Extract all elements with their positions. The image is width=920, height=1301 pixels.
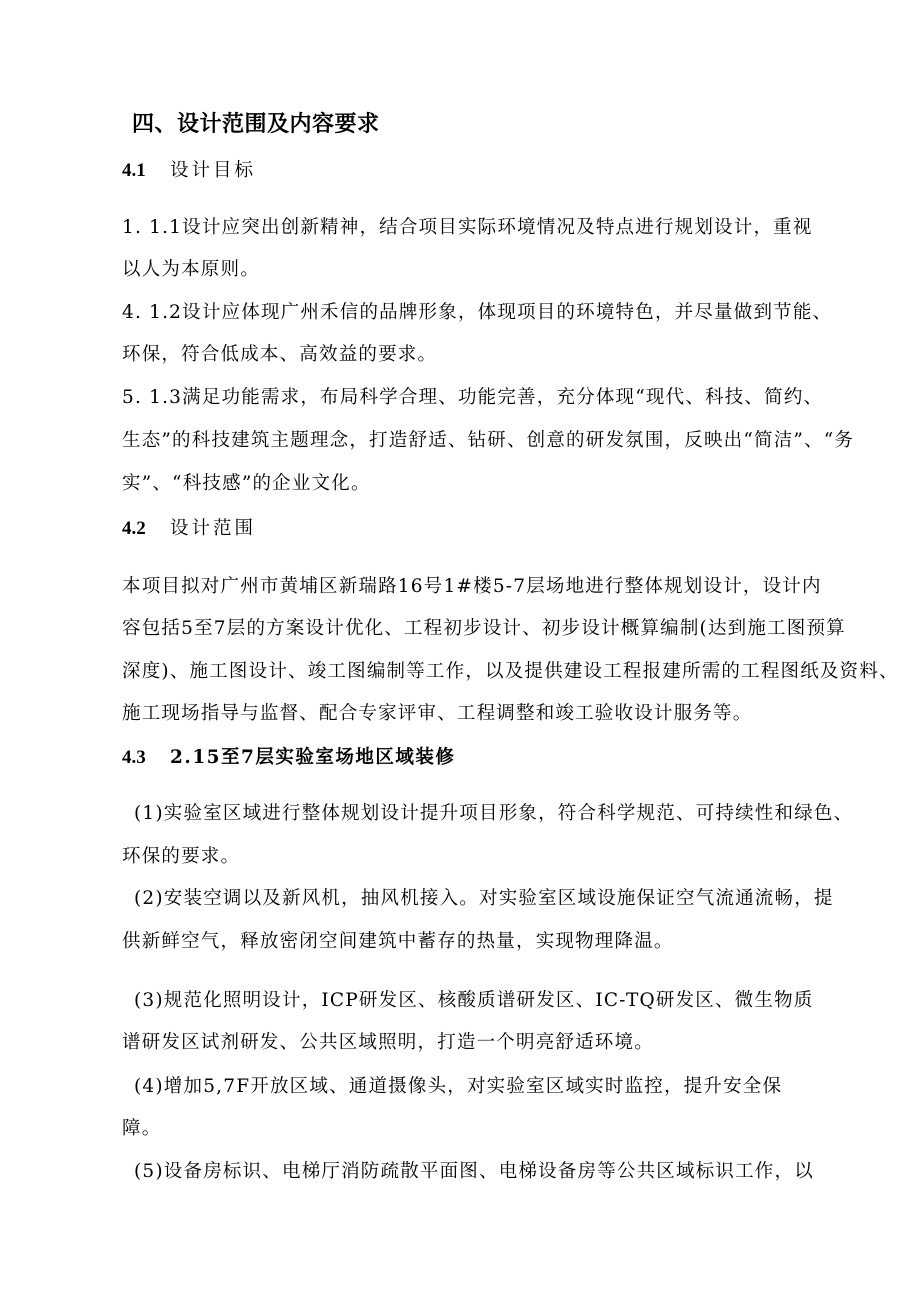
section-number: 4.3 <box>122 747 146 768</box>
paragraph-line: (5)设备房标识、电梯厅消防疏散平面图、电梯设备房等公共区域标识工作，以 <box>134 1161 814 1182</box>
section-heading-4-1 <box>122 158 256 184</box>
paragraph-line: (1)实验室区域进行整体规划设计提升项目形象，符合科学规范、可持续性和绿色、 <box>134 803 854 824</box>
paragraph-line: 环保，符合低成本、高效益的要求。 <box>122 344 438 365</box>
section-title: 设计范围 <box>170 518 257 539</box>
paragraph-line: 本项目拟对广州市黄埔区新瑞路16号1#楼5-7层场地进行整体规划设计，设计内 <box>122 576 822 597</box>
paragraph-line: (3)规范化照明设计，ICP研发区、核酸质谱研发区、IC-TQ研发区、微生物质 <box>134 990 814 1011</box>
paragraph-line: 深度)、施工图设计、竣工图编制等工作，以及提供建设工程报建所需的工程图纸及资料、 <box>122 661 899 682</box>
paragraph-line: 施工现场指导与监督、配合专家评审、工程调整和竣工验收设计服务等。 <box>122 703 753 724</box>
paragraph-line: 生态”的科技建筑主题理念，打造舒适、钻研、创意的研发氛围，反映出“简洁”、“务 <box>122 430 855 451</box>
paragraph-line: 实”、“科技感”的企业文化。 <box>122 473 371 494</box>
paragraph-line: 障。 <box>122 1118 162 1139</box>
section-heading-4-2 <box>122 516 256 542</box>
paragraph-line: 容包括5至7层的方案设计优化、工程初步设计、初步设计概算编制(达到施工图预算 <box>122 618 846 639</box>
paragraph-line: (4)增加5,7F开放区域、通道摄像头，对实验室区域实时监控，提升安全保 <box>134 1076 783 1097</box>
chapter-title: 四、设计范围及内容要求 <box>132 112 380 137</box>
section-number: 4.2 <box>122 518 146 539</box>
paragraph-line: 以人为本原则。 <box>122 259 260 280</box>
section-heading-4-3 <box>122 745 455 771</box>
section-title: 设计目标 <box>170 160 257 181</box>
paragraph-line: 环保的要求。 <box>122 846 241 867</box>
paragraph-line: 4. 1.2设计应体现广州禾信的品牌形象，体现项目的环境特色，并尽量做到节能、 <box>122 302 833 323</box>
section-number: 4.1 <box>122 160 146 181</box>
section-title: 2.15至7层实验室场地区域装修 <box>170 747 456 768</box>
paragraph-line: 谱研发区试剂研发、公共区域照明，打造一个明亮舒适环境。 <box>122 1032 654 1053</box>
paragraph-line: 供新鲜空气，释放密闭空间建筑中蓄存的热量，实现物理降温。 <box>122 931 674 952</box>
paragraph-line: 5. 1.3满足功能需求，布局科学合理、功能完善，充分体现“现代、科技、简约、 <box>122 387 824 408</box>
paragraph-line: (2)安装空调以及新风机，抽风机接入。对实验室区域设施保证空气流通流畅，提 <box>134 888 834 909</box>
paragraph-line: 1. 1.1设计应突出创新精神，结合项目实际环境情况及特点进行规划设计，重视 <box>122 217 813 238</box>
